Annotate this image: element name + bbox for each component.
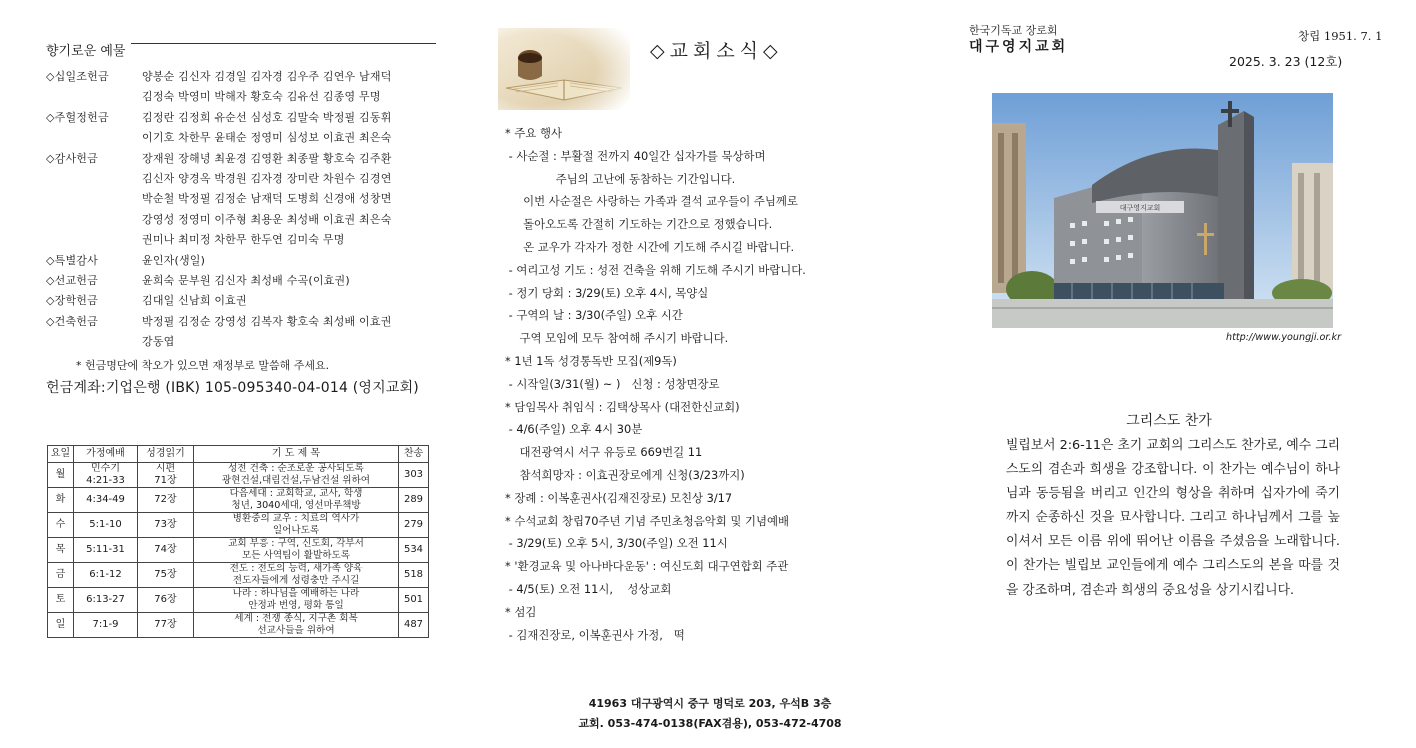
- table-header-cell: 성경읽기: [138, 446, 194, 463]
- table-header-cell: 찬송: [399, 446, 429, 463]
- offering-names: 김정숙 박영미 박해자 황호숙 김유선 김종영 무명: [142, 90, 381, 104]
- offering-row: [46, 87, 436, 107]
- table-row: [48, 463, 429, 488]
- offering-row: [46, 169, 436, 189]
- table-row: [48, 513, 429, 538]
- heading-rule: [131, 43, 436, 44]
- book-coffee-image: [498, 28, 630, 110]
- weekly-schedule-table: [47, 445, 429, 638]
- denomination: 한국기독교 장로회: [969, 24, 1058, 37]
- table-header-cell: 요일: [48, 446, 74, 463]
- table-header-row: [48, 446, 429, 463]
- offering-names: 강영성 정영미 이주형 최용운 최성배 이효권 최은숙: [142, 212, 392, 226]
- table-row: [48, 538, 429, 563]
- footer-address: 41963 대구광역시 중구 명덕로 203, 우석B 3층: [588, 697, 832, 710]
- schedule-reading-cell: 76장: [138, 588, 194, 613]
- offering-category: ◇감사헌금: [46, 151, 98, 165]
- offering-section: [46, 40, 436, 397]
- schedule-day-cell: 목: [48, 538, 74, 563]
- offering-names: 윤인자(생일): [142, 253, 206, 267]
- offering-names: 박순철 박정필 김정순 남재덕 도병희 신경애 성창면: [142, 192, 392, 206]
- offering-row: [46, 271, 436, 291]
- schedule-reading-cell: 73장: [138, 513, 194, 538]
- schedule-reading-cell: 시편 71장: [138, 463, 194, 488]
- church-building-image: [992, 93, 1333, 328]
- schedule-family-cell: 6:1-12: [74, 563, 138, 588]
- schedule-prayer-cell: 다음세대 : 교회학교, 교사, 학생 청년, 3040세대, 영선마루책방: [194, 488, 399, 513]
- table-header-cell: 가정예배: [74, 446, 138, 463]
- offering-list: [46, 67, 436, 353]
- news-line: - 구역의 날 : 3/30(주일) 오후 시간: [505, 308, 683, 323]
- offering-category-spacer: [46, 332, 142, 352]
- news-line: - 김재진장로, 이복훈권사 가정, 떡: [505, 627, 685, 642]
- schedule-prayer-cell: 전도 : 전도의 능력, 새가족 양육 전도자들에게 성령충만 주시길: [194, 563, 399, 588]
- offering-heading-row: [46, 40, 436, 59]
- schedule-family-cell: 7:1-9: [74, 613, 138, 638]
- offering-row: [46, 189, 436, 209]
- schedule-family-cell: 민수기 4:21-33: [74, 463, 138, 488]
- offering-category-spacer: [46, 128, 142, 148]
- news-line: * 수석교회 창립70주년 기념 주민초청음악회 및 기념예배: [505, 513, 789, 528]
- schedule-hymn-cell: 501: [399, 588, 429, 613]
- offering-names: 장재원 장해녕 최윤경 김영환 최종팔 황호숙 김주환: [142, 151, 392, 165]
- footer: [530, 694, 890, 734]
- news-line: * 담임목사 취임식 : 김택상목사 (대전한신교회): [505, 399, 740, 414]
- offering-category: ◇주헐정헌금: [46, 110, 109, 124]
- schedule-prayer-cell: 교회 부흥 : 구역, 신도회, 각부서 모든 사역팀이 활발하도록: [194, 538, 399, 563]
- offering-names: 이기호 차한무 윤태순 정영미 심성보 이효권 최은숙: [142, 131, 392, 145]
- news-line: * '환경교육 및 아나바다운동' : 여신도회 대구연합회 주관: [505, 559, 789, 574]
- offering-heading: 향기로운 예물: [46, 44, 126, 59]
- schedule-day-cell: 토: [48, 588, 74, 613]
- offering-row: [46, 291, 436, 311]
- schedule-day-cell: 금: [48, 563, 74, 588]
- offering-category: ◇특별감사: [46, 253, 98, 267]
- footer-phone: 교회. 053-474-0138(FAX겸용), 053-472-4708: [578, 717, 842, 730]
- schedule-family-cell: 4:34-49: [74, 488, 138, 513]
- offering-row: [46, 210, 436, 230]
- schedule-prayer-cell: 병환중의 교우 : 치료의 역사가 일어나도록: [194, 513, 399, 538]
- news-line: - 4/5(토) 오전 11시, 성상교회: [505, 581, 672, 596]
- news-line: 주님의 고난에 동참하는 기간입니다.: [505, 171, 736, 186]
- offering-names: 강동엽: [142, 335, 175, 349]
- schedule-reading-cell: 77장: [138, 613, 194, 638]
- schedule-hymn-cell: 534: [399, 538, 429, 563]
- news-line: * 장례 : 이복훈권사(김재진장로) 모친상 3/17: [505, 490, 733, 505]
- offering-row: [46, 230, 436, 250]
- offering-names: 박정필 김정순 강영성 김복자 황호숙 최성배 이효권: [142, 314, 392, 328]
- offering-category-spacer: [46, 189, 142, 209]
- table-header-cell: 기 도 제 목: [194, 446, 399, 463]
- schedule-hymn-cell: 303: [399, 463, 429, 488]
- news-line: - 사순절 : 부활절 전까지 40일간 십자가를 묵상하며: [505, 148, 766, 163]
- schedule-day-cell: 화: [48, 488, 74, 513]
- offering-row: [46, 67, 436, 87]
- news-line: 구역 모임에 모두 참여해 주시기 바랍니다.: [505, 331, 729, 346]
- news-line: - 3/29(토) 오후 5시, 3/30(주일) 오전 11시: [505, 536, 728, 551]
- news-line: 이번 사순절은 사랑하는 가족과 결석 교우들이 주님께로: [505, 194, 798, 209]
- schedule-prayer-cell: 나라 : 하나님을 예배하는 나라 안정과 번영, 평화 통일: [194, 588, 399, 613]
- offering-names: 김대일 신남희 이효권: [142, 294, 247, 308]
- schedule-hymn-cell: 518: [399, 563, 429, 588]
- building-sign: 대구영지교회: [1119, 204, 1161, 212]
- news-line: * 주요 행사: [505, 126, 562, 140]
- news-line: 돌아오도록 간절히 기도하는 기간으로 정했습니다.: [505, 217, 773, 232]
- church-name: 대구영지교회: [969, 39, 1069, 55]
- news-line: 온 교우가 각자가 정한 시간에 기도해 주시길 바랍니다.: [505, 239, 795, 254]
- offering-row: [46, 108, 436, 128]
- schedule-prayer-cell: 세계 : 전쟁 종식, 지구촌 회복 선교사들을 위하여: [194, 613, 399, 638]
- schedule-family-cell: 6:13-27: [74, 588, 138, 613]
- table-row: [48, 588, 429, 613]
- schedule-family-cell: 5:1-10: [74, 513, 138, 538]
- schedule-hymn-cell: 289: [399, 488, 429, 513]
- church-news: [505, 122, 905, 646]
- offering-category-spacer: [46, 210, 142, 230]
- offering-names: 김신자 양경옥 박경원 김자경 장미란 차원수 김경연: [142, 172, 392, 186]
- schedule-hymn-cell: 279: [399, 513, 429, 538]
- schedule-day-cell: 수: [48, 513, 74, 538]
- offering-row: [46, 149, 436, 169]
- offering-names: 김정란 김정희 유순선 심성호 김말숙 박정필 김동휘: [142, 110, 392, 124]
- offering-category: ◇십일조헌금: [46, 70, 109, 83]
- table-row: [48, 613, 429, 638]
- offering-category-spacer: [46, 169, 142, 189]
- news-line: 참석희망자 : 이효권장로에게 신청(3/23까지): [505, 467, 745, 482]
- bank-account: 헌금계좌:기업은행 (IBK) 105-095340-04-014 (영지교회): [46, 379, 419, 396]
- news-line: - 4/6(주일) 오후 4시 30분: [505, 422, 643, 437]
- offering-category-spacer: [46, 87, 142, 107]
- offering-category: ◇건축헌금: [46, 314, 98, 328]
- offering-category: ◇장학헌금: [46, 294, 98, 308]
- news-line: - 여리고성 기도 : 성전 건축을 위해 기도해 주시기 바랍니다.: [505, 262, 806, 277]
- schedule-reading-cell: 74장: [138, 538, 194, 563]
- news-line: - 시작일(3/31(월) ~ ) 신청 : 성창면장로: [505, 376, 720, 391]
- news-line: * 섬김: [505, 604, 537, 619]
- schedule-day-cell: 월: [48, 463, 74, 488]
- website-url[interactable]: http://www.youngji.or.kr: [1226, 332, 1342, 343]
- offering-category: ◇선교헌금: [46, 274, 98, 288]
- schedule-prayer-cell: 성전 건축 : 순조로운 공사되도록 광현건설,대림건설,두남건설 위하여: [194, 463, 399, 488]
- schedule-day-cell: 일: [48, 613, 74, 638]
- hymn-body: 빌립보서 2:6-11은 초기 교회의 그리스도 찬가로, 예수 그리스도의 겸손과 희생을 강조합니다. 이 찬가는 예수님이 하나님과 동등됨을 버리고 인간의 형상을 취하며 십자가에 죽기까지 순종하신 것을 묘사합니다. 그리고 하나님께서 그를 높이셔서 모든 이름 위에 뛰어난 이름을 주셨음을 노래합니다. 이 찬가는 빌립보 교인들에게 예수 그리스도의 본을 따를 것을 강조하며, 겸손과 희생의 중요성을 상기시킵니다.: [1006, 438, 1340, 598]
- schedule-reading-cell: 72장: [138, 488, 194, 513]
- offering-note: * 헌금명단에 착오가 있으면 재정부로 말씀해 주세요.: [76, 358, 330, 372]
- hymn-title: 그리스도 찬가: [1126, 413, 1212, 429]
- schedule-family-cell: 5:11-31: [74, 538, 138, 563]
- founded-date: 창립 1951. 7. 1: [1298, 29, 1383, 43]
- offering-row: [46, 251, 436, 271]
- offering-names: 양봉순 김신자 김경일 김자경 김우주 김연우 남재덕: [142, 70, 392, 83]
- news-line: 대전광역시 서구 유등로 669번길 11: [505, 445, 703, 460]
- schedule-hymn-cell: 487: [399, 613, 429, 638]
- news-title: ◇교회소식◇: [650, 40, 783, 62]
- offering-names: 윤희숙 문부원 김신자 최성배 수곡(이효권): [142, 274, 350, 288]
- schedule-reading-cell: 75장: [138, 563, 194, 588]
- issue-date: 2025. 3. 23 (12호): [1229, 54, 1343, 69]
- offering-row: [46, 332, 436, 352]
- offering-category-spacer: [46, 230, 142, 250]
- news-line: - 정기 당회 : 3/29(토) 오후 4시, 목양실: [505, 285, 709, 300]
- offering-names: 권미나 최미정 차한무 한두연 김미숙 무명: [142, 233, 345, 247]
- offering-row: [46, 312, 436, 332]
- table-row: [48, 563, 429, 588]
- news-line: * 1년 1독 성경통독반 모집(제9독): [505, 353, 677, 368]
- table-row: [48, 488, 429, 513]
- offering-row: [46, 128, 436, 148]
